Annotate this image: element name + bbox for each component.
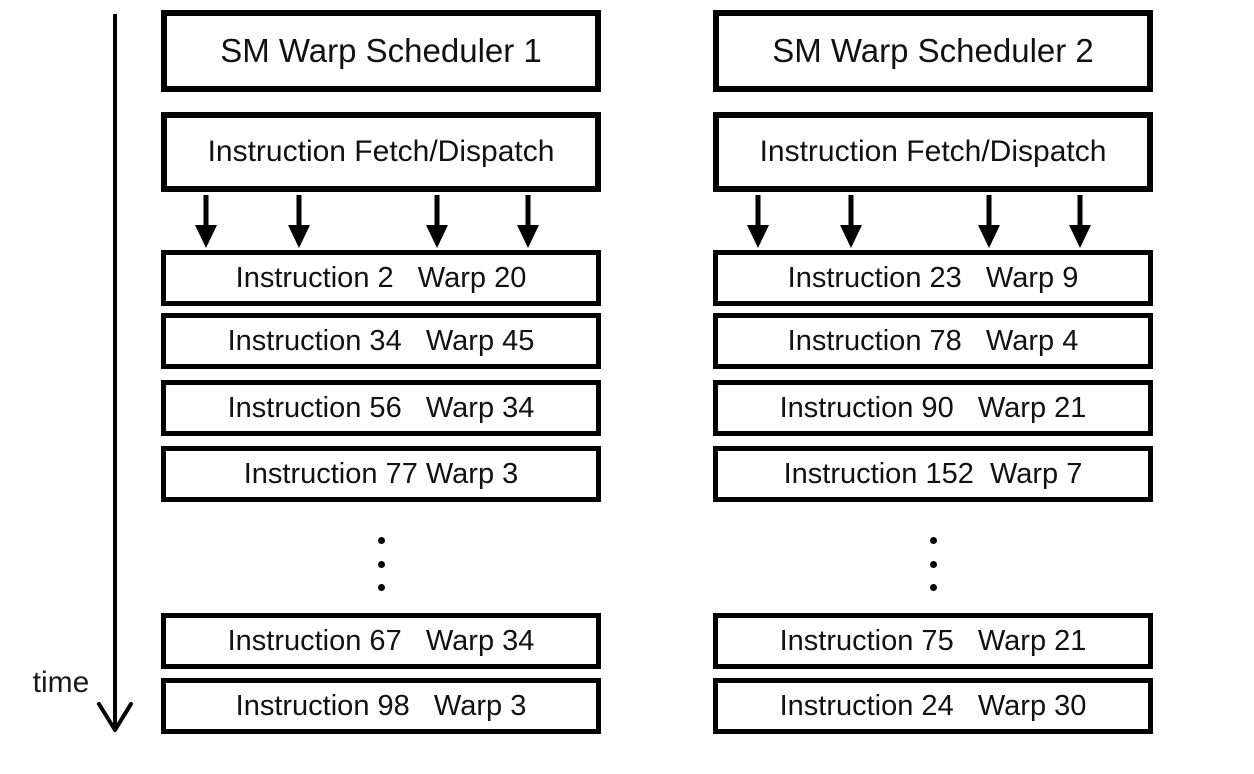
dispatch-arrow-icon: [978, 195, 1000, 248]
instruction-row-label: Instruction 34 Warp 45: [227, 324, 535, 357]
fetch-dispatch-label: Instruction Fetch/Dispatch: [759, 135, 1107, 168]
instruction-row: [713, 380, 1153, 436]
fetch-dispatch-box: [161, 112, 601, 192]
instruction-row: [161, 380, 601, 436]
time-axis: [85, 8, 145, 748]
dispatch-arrow-icon: [840, 195, 862, 248]
instruction-row: [161, 446, 601, 502]
dispatch-arrow-icon: [195, 195, 217, 248]
scheduler-title-box: [713, 10, 1153, 92]
scheduler-title: SM Warp Scheduler 1: [220, 32, 542, 69]
instruction-row-label: Instruction 152 Warp 7: [783, 457, 1083, 490]
instruction-row-label: Instruction 23 Warp 9: [787, 261, 1079, 294]
instruction-row: [713, 313, 1153, 369]
instruction-row-label: Instruction 75 Warp 21: [779, 624, 1087, 657]
instruction-row-label: Instruction 2 Warp 20: [235, 261, 527, 294]
ellipsis-dot: [378, 537, 385, 544]
dispatch-arrow-icon: [426, 195, 448, 248]
instruction-row-label: Instruction 56 Warp 34: [227, 391, 535, 424]
ellipsis-dot: [378, 584, 385, 591]
scheduler-column-2: [713, 0, 1153, 774]
instruction-row-label: Instruction 98 Warp 3: [235, 689, 527, 722]
dispatch-arrows: [161, 195, 601, 249]
dispatch-arrows: [713, 195, 1153, 249]
instruction-row-label: Instruction 24 Warp 30: [779, 689, 1087, 722]
instruction-row: [713, 613, 1153, 669]
ellipsis-dot: [378, 561, 385, 568]
instruction-row-label: Instruction 77 Warp 3: [243, 457, 519, 490]
instruction-row: [161, 313, 601, 369]
dispatch-arrow-icon: [1069, 195, 1091, 248]
ellipsis-dot: [930, 537, 937, 544]
instruction-row-label: Instruction 78 Warp 4: [787, 324, 1079, 357]
instruction-row: [161, 250, 601, 306]
instruction-row-label: Instruction 67 Warp 34: [227, 624, 535, 657]
instruction-row: [161, 613, 601, 669]
dispatch-arrow-icon: [288, 195, 310, 248]
fetch-dispatch-label: Instruction Fetch/Dispatch: [207, 135, 555, 168]
dispatch-arrow-icon: [517, 195, 539, 248]
fetch-dispatch-box: [713, 112, 1153, 192]
scheduler-title-box: [161, 10, 601, 92]
instruction-row: [713, 678, 1153, 734]
scheduler-title: SM Warp Scheduler 2: [772, 32, 1094, 69]
instruction-row: [713, 250, 1153, 306]
instruction-row: [161, 678, 601, 734]
ellipsis-dots: [713, 537, 1153, 591]
ellipsis-dots: [161, 537, 601, 591]
ellipsis-dot: [930, 561, 937, 568]
time-label: time: [32, 666, 90, 699]
instruction-row-label: Instruction 90 Warp 21: [779, 391, 1087, 424]
ellipsis-dot: [930, 584, 937, 591]
scheduler-column-1: [161, 0, 601, 774]
instruction-row: [713, 446, 1153, 502]
dispatch-arrow-icon: [747, 195, 769, 248]
